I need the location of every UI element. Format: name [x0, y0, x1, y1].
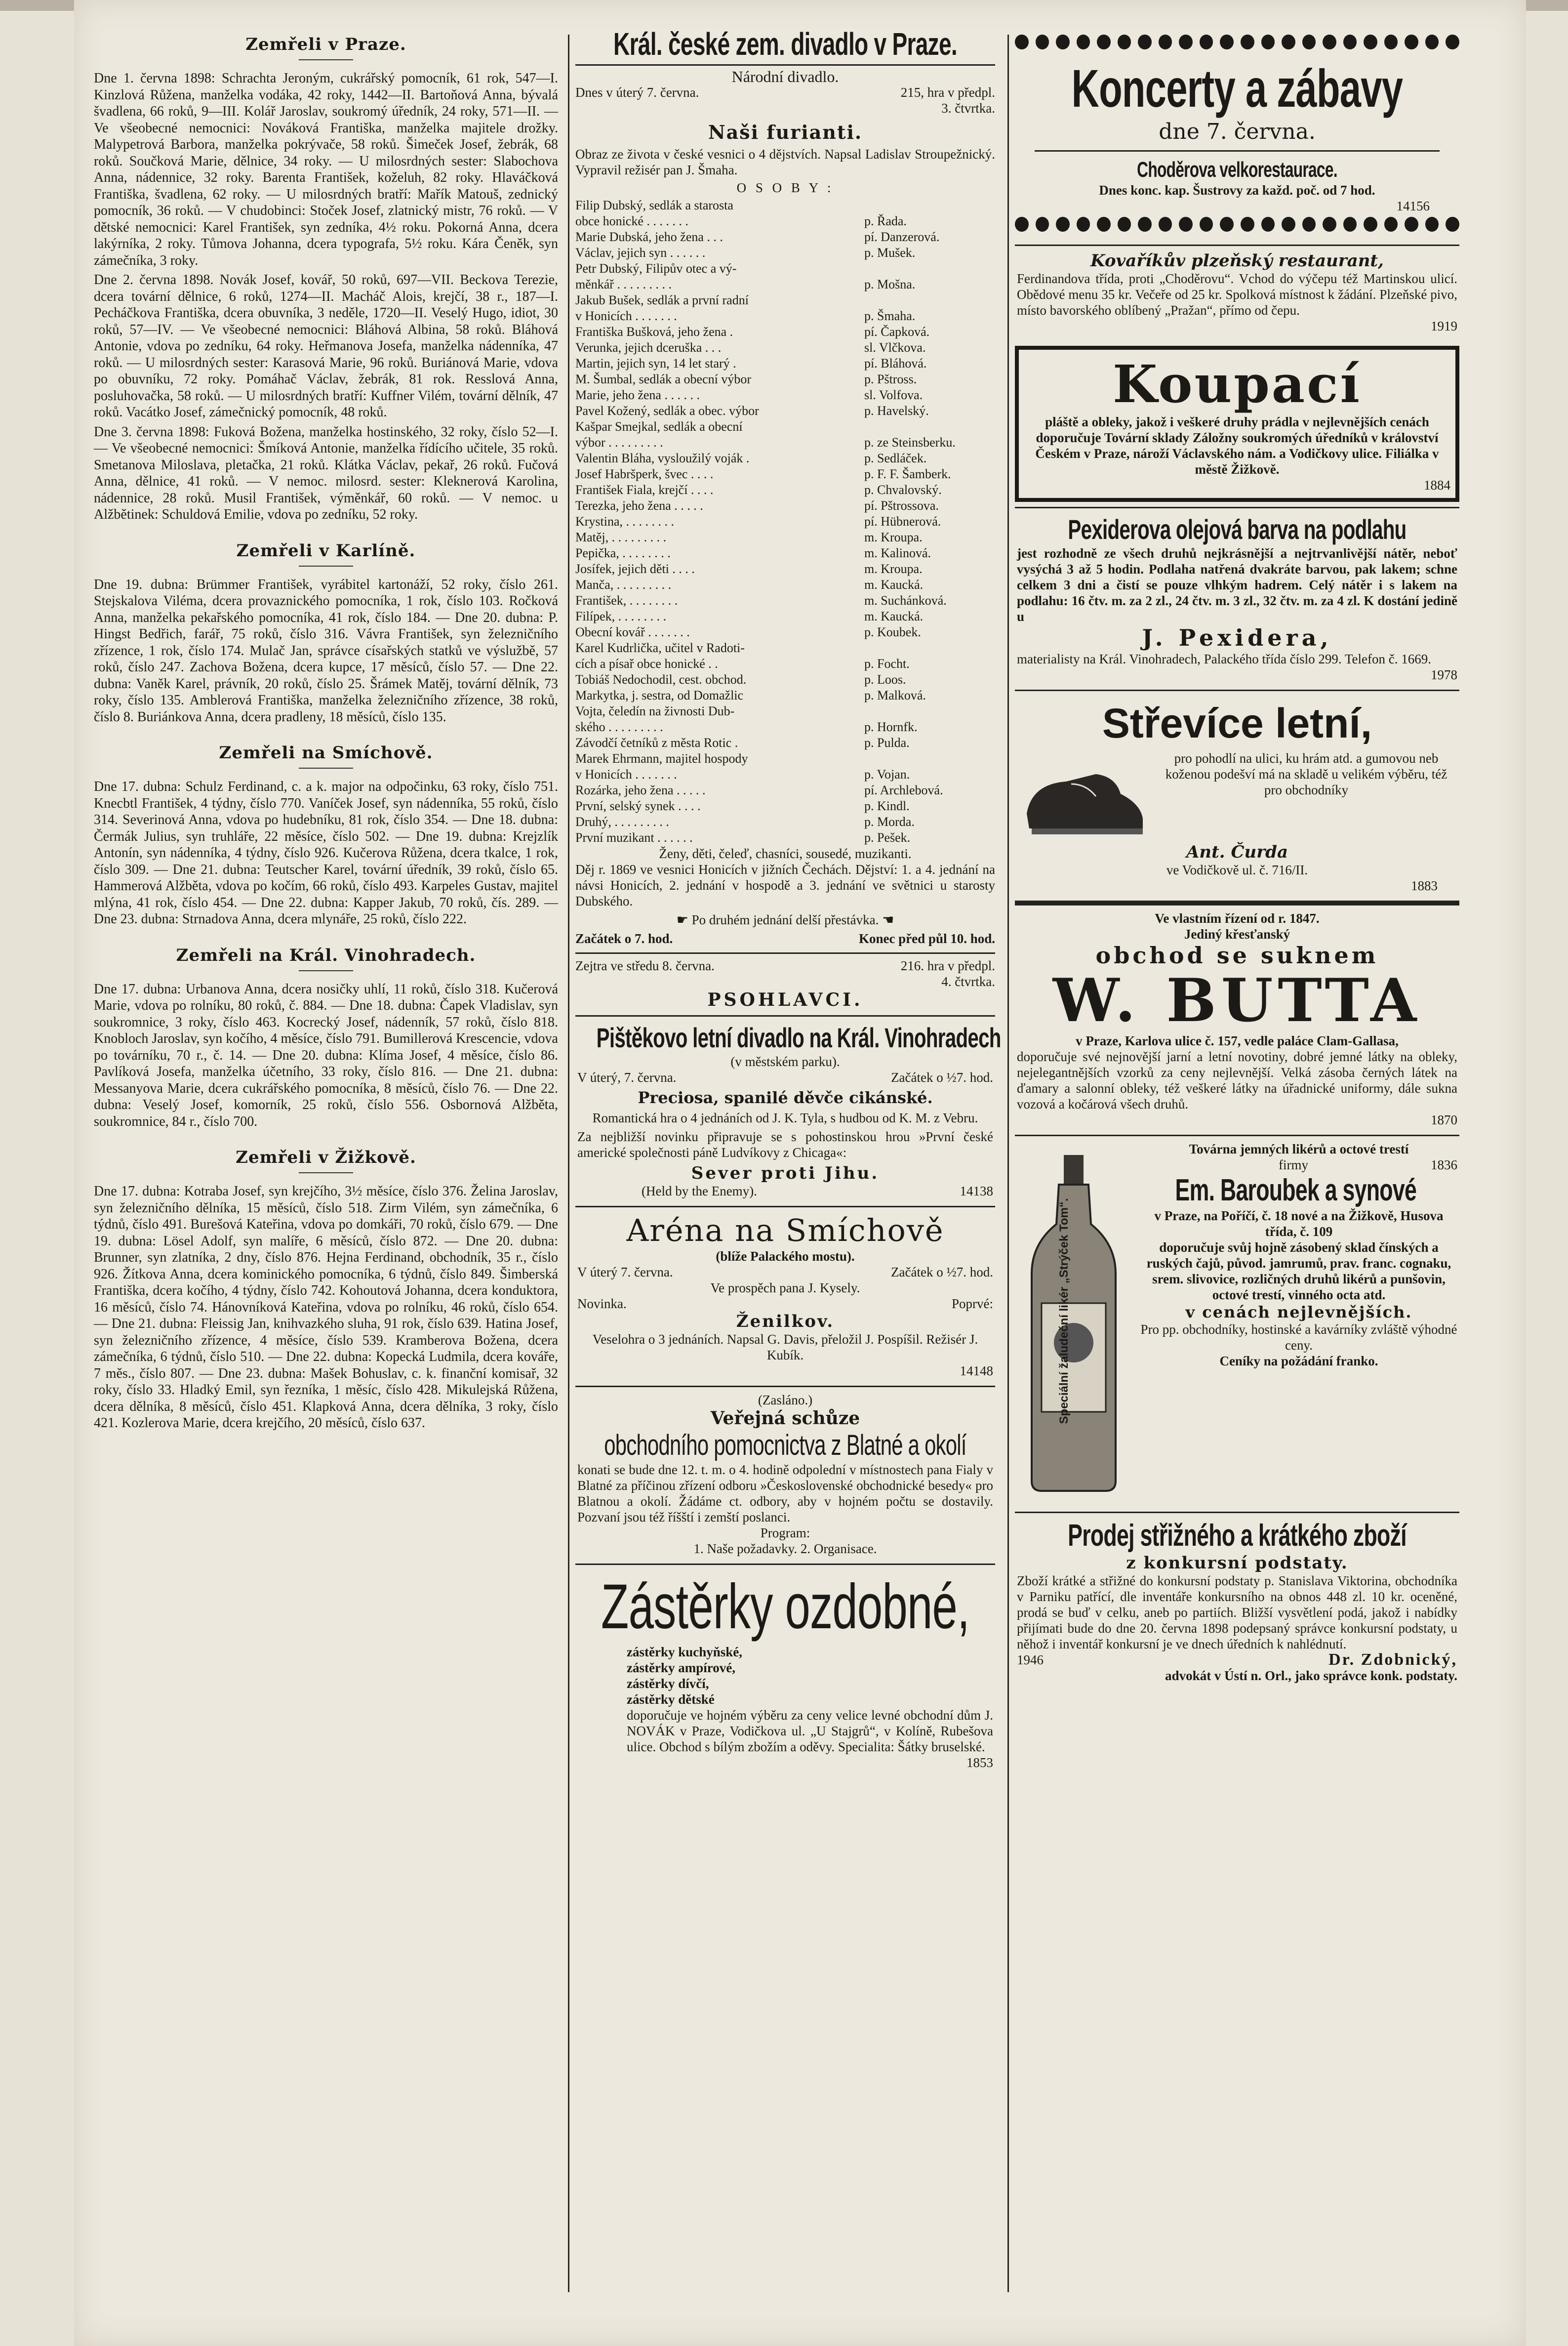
cast-actor: [864, 198, 995, 213]
ad-place: Choděrova velkorestaurace.: [1137, 158, 1337, 182]
cast-row: [575, 719, 995, 735]
apron-line: zástěrky dívčí,: [627, 1676, 709, 1691]
cast-actor: sl. Volfova.: [864, 388, 923, 402]
ad-heading: Kovaříkův plzeňský restaurant,: [1090, 251, 1384, 271]
cast-role: Josífek, jejich děti . . . .: [575, 562, 695, 576]
column-obituaries: [94, 30, 558, 1435]
cast-row: [575, 514, 995, 530]
shoe-illustration: [1022, 754, 1145, 838]
cast-role: První muzikant . . . . . .: [575, 830, 693, 845]
cast-actor: p. Pulda.: [864, 736, 910, 750]
date-right-2: 3. čtvrtka.: [941, 101, 995, 116]
ad-arena-smichov: [575, 1206, 995, 1386]
ad-text: doporučuje své nejnovější jarní a letní novotiny, dobré jemné látky na obleky, nejelegantnějších vzorků za ceny nejlevnější. Velká zásoba černých látek na ďamary a salonní obleky, též veškeré látky na úřadnické uniformy, dále sukna vozová a kočárová všech druhů.: [1017, 1049, 1457, 1111]
cast-actor: m. Kaucká.: [864, 577, 924, 592]
cast-role: měnkář . . . . . . . . .: [575, 277, 672, 291]
ad-list: Ceníky na požádání franko.: [1219, 1354, 1378, 1368]
cast-role: Pavel Kožený, sedlák a obec. výbor: [575, 404, 759, 418]
cast-role: Filip Dubský, sedlák a starosta: [575, 198, 733, 212]
ad-name: J. Pexidera,: [1142, 624, 1332, 651]
cast-row: [575, 292, 995, 308]
section-karlin: [94, 541, 558, 726]
decorative-dot-border: [1015, 217, 1459, 237]
ad-number: 1946: [1017, 1652, 1044, 1667]
cast-role: Tobiáš Nedochodil, cest. obchod.: [575, 672, 747, 687]
cast-actor: p. Kindl.: [864, 799, 910, 813]
cast-heading: O S O B Y :: [736, 180, 834, 195]
setting: Děj r. 1869 ve vesnici Honicích v jižních Čechách. Dějství: 1. a 4. jednání na návsi Honicích, 2. jednání v hospodě a 3. jednání ve světnici u starosty Dubského.: [575, 862, 995, 908]
cast-actor: p. F. F. Šamberk.: [864, 467, 951, 481]
ad-time: Začátek o ½7. hod.: [891, 1265, 993, 1279]
cast-role: v Honicích . . . . . . .: [575, 309, 677, 323]
cast-row: [575, 435, 995, 451]
ad-sign-line: [1017, 1652, 1457, 1668]
cast-row: [575, 656, 995, 672]
tomorrow-line: [575, 958, 995, 974]
cast-row: [575, 830, 995, 846]
ad-number: 1883: [1411, 878, 1438, 893]
cast-role: M. Šumbal, sedlák a obecní výbor: [575, 372, 751, 386]
ad-apron-lines: [577, 1644, 993, 1707]
cast-row: [575, 545, 995, 561]
cast-actor: pí. Danzerová.: [864, 230, 940, 244]
pointing-hand-icon: ☚: [882, 912, 894, 927]
cast-actor: p. Focht.: [864, 657, 910, 671]
section-vinohrady: [94, 946, 558, 1130]
cast-actor: p. Hornfk.: [864, 720, 918, 734]
cast-role: ského . . . . . . . . .: [575, 720, 663, 734]
ad-time: Začátek o ½7. hod.: [891, 1070, 993, 1085]
ad-year: 1836: [1431, 1157, 1457, 1172]
ad-pexidera: [1015, 507, 1459, 690]
cast-role: obce honické . . . . . . .: [575, 214, 688, 228]
ad-number: 1884: [1424, 478, 1450, 493]
ad-text: Zboží krátké a střižné do konkursní podstaty p. Stanislava Viktorina, obchodníka v Parniku patřící, dle inventáře konkursního na obnos 448 zl. 10 kr. oceněné, prodá se buď v celku, aneb po partiích. Bližší vysvětlení podá, jakož i nabídky přijímati bude do dne 20. června 1898 podepsaný správce konkursní podstaty, u něhož i inventář konkursní je ve dnech úředních k nahlédnutí.: [1017, 1573, 1457, 1651]
intermission-text: Po druhém jednání delší přestávka.: [691, 912, 879, 927]
ad-heading: Prodej střižného a krátkého zboží: [1068, 1519, 1407, 1553]
cast-role: Františka Bušková, jeho žena .: [575, 325, 733, 339]
ad-poprve: Poprvé:: [952, 1296, 993, 1311]
cast-role: Vojta, čeledín na živnosti Dub-: [575, 704, 735, 718]
ad-heading: Zástěrky ozdobné,: [601, 1571, 969, 1642]
ad-date-line: [577, 1070, 993, 1085]
ad-note: Pro pp. obchodníky, hostinské a kavárníky zvláště výhodné ceny.: [1140, 1322, 1457, 1353]
ad-text: Ferdinandova třída, proti „Choděrovu“. Vchod do výčepu též Martinskou ulicí. Obědové menu 35 kr. Večeře od 25 kr. Spolková místnost k žádání. Plzeňské pivo, místo bavorského oblíbený „Pražan“, přímo od čepu.: [1017, 271, 1457, 318]
cast-role: Druhý, . . . . . . . . .: [575, 815, 669, 829]
ad-play-english: (Held by the Enemy).: [642, 1184, 757, 1198]
cast-row: [575, 277, 995, 292]
cast-role: Rozárka, jeho žena . . . . .: [575, 783, 706, 797]
ad-firmy: firmy: [1279, 1157, 1308, 1172]
cast-row: [575, 498, 995, 514]
paragraph: Dne 19. dubna: Brümmer František, vyrábitel kartonáží, 52 roky, číslo 261. Stejskalova Viléma, dcera provaznického pomocníka, 1 rok, číslo 103. Ročková Anna, manželka pekařského pomocníka, 41 rok, číslo 184. — Dne 20. dubna: P. Hingst Bedřich, farář, 75 roků, číslo 316. Vávra František, syn železničního zřízence, 1 rok, číslo 174. Mulač Jan, správce císařských statků ve výslužbě, 57 roků, číslo 247. Zachova Božena, dcera kupce, 17 měsíců, číslo 57. — Dne 22. dubna: Vaněk Karel, právník, 20 roků, číslo 25. Šrámek Matěj, tovární dělník, 73 roky, číslo 135. Amblerová Františka, manželka železničního zřízence, 38 roků, číslo 8. Buriánkova Anna, dcera pradleny, 18 měsíců, číslo 135.: [94, 576, 558, 725]
cast-row: [575, 419, 995, 435]
ad-number: 14138: [960, 1184, 993, 1198]
cast-actor: [864, 292, 995, 308]
cast-actor: pí. Hübnerová.: [864, 514, 941, 529]
cast-row: [575, 198, 995, 213]
cast-role: Pepička, . . . . . . . .: [575, 546, 671, 560]
column-theatre: [575, 26, 1001, 1777]
cast-row: [575, 735, 995, 751]
section-zizkov: [94, 1148, 558, 1432]
ad-heading-2: obchodního pomocnictva z Blatné a okolí: [604, 1429, 966, 1461]
ad-title: Preciosa, spanilé děvče cikánské.: [638, 1088, 933, 1107]
ad-date: V úterý 7. června.: [577, 1265, 673, 1279]
ad-number: 1978: [1431, 667, 1457, 682]
ad-date: dne 7. června.: [1159, 119, 1316, 144]
play-title: Naši furianti.: [708, 121, 863, 143]
ad-addr: materialisty na Král. Vinohradech, Palackého třída číslo 299. Telefon č. 1669.: [1017, 652, 1431, 666]
ad-text: pro pohodlí na ulici, ku hrám atd. a gumovou neb koženou podešví má na skladě u velikém výběru, též pro obchodníky: [1165, 751, 1447, 797]
cast-row: [575, 593, 995, 609]
cast-row: [575, 672, 995, 688]
paragraph: Dne 1. června 1898: Schrachta Jeroným, cukrářský pomocník, 61 rok, 547—I. Kinzlová Růžena, manželka vodáka, 42 roky, 1442—II. Bartoňová Anna, bývalá švadlena, 66 roků, 9—III. Kolář Jaroslav, soukromý úředník, 24 roky, 571—II. — Ve všeobecné nemocnici: Nováková Františka, manželka majitele drožky. Malypetrová Barbora, manželka pokrývače, 58 roků. Šimeček Josef, žebrák, 68 roků. Součková Marie, dělnice, 34 roky. — U milosrdných sester: Slabochova Anna, nádennice, 32 roky. Barenta František, koželuh, 82 roky. Hlaváčková Františka, švadlena, 62 roky. — U milosrdných bratří: Mařík Matouš, zednický pomocník, 36 roků. — V chudobinci: Stoček Josef, zlatnický mistr, 76 roků. — V dětské nemocnici: Karel František, syn zedníka, 4½ roku. Pokorná Anna, dcera lakýrníka, 2 roky. Tůmova Johanna, dcera typografa, 5½ roku. Kára Čeněk, syn zámečníka, 3 roky.: [94, 71, 558, 268]
cast-actor: [864, 751, 995, 767]
ad-pistek-theatre: [575, 1015, 1001, 1206]
cast-row: [575, 577, 995, 593]
ad-heading: Koncerty a zábavy: [1071, 58, 1403, 118]
ad-program-items: 1. Naše požadavky. 2. Organisace.: [693, 1541, 877, 1556]
cast-row: [575, 387, 995, 403]
column-rule-1: [568, 35, 569, 2292]
ad-desc: Romantická hra o 4 jednáních od J. K. Tyla, s hudbou od K. M. z Vebru.: [592, 1111, 978, 1125]
times: [575, 931, 995, 947]
cast-row: [575, 466, 995, 482]
ad-date: V úterý, 7. června.: [577, 1070, 677, 1085]
ad-summer-shoes: [1015, 690, 1459, 901]
ad-heading: Veřejná schůze: [710, 1408, 860, 1429]
ad-heading: Střevíce letní,: [1102, 700, 1372, 746]
start-time: Začátek o 7. hod.: [575, 931, 673, 946]
section-praha: [94, 35, 558, 523]
cast-role: Petr Dubský, Filipův otec a vý-: [575, 261, 737, 276]
ad-number: 14156: [1396, 199, 1430, 213]
cast-row: [575, 530, 995, 545]
ad-title: Ženilkov.: [736, 1312, 835, 1331]
cast-actor: pí. Čapková.: [864, 325, 930, 339]
cast-row: [575, 703, 995, 719]
ad-sub: Jediný křesťanský: [1184, 927, 1290, 942]
cast-row: [575, 308, 995, 324]
ad-program: Program:: [760, 1525, 810, 1540]
ad-heading: Aréna na Smíchově: [626, 1212, 944, 1248]
cast-actor: p. Loos.: [864, 672, 906, 687]
section-title: Zemřeli na Král. Vinohradech.: [94, 946, 558, 971]
cast-actor: m. Suchánková.: [864, 593, 947, 608]
cast-row: [575, 340, 995, 356]
section-smichov: [94, 743, 558, 928]
paragraph: Dne 17. dubna: Schulz Ferdinand, c. a k. major na odpočinku, 63 roky, číslo 751. Knecbtl František, 4 týdny, číslo 770. Vaníček Josef, syn nádenníka, 55 roků, číslo 314. Severinová Anna, vdova po hudebníku, 81 rok, číslo 354. — Dne 18. dubna: Čermák Julius, syn truhláře, 22 měsíce, číslo 502. — Dne 19. dubna: Krejzlík Antonín, syn nádenníka, 4 týdny, číslo 926. Kučerova Růžena, dcera tkalce, 1 rok, číslo 309. — Dne 21. dubna: Teutscher Karel, tovární úředník, 39 roků, číslo 65. Hammerová Alžběta, vdova po kočím, 66 roků, číslo 493. Karpeles Gustav, majitel mlýna, 41 rok, číslo 454. — Dne 22. dubna: Kapper Jakub, 70 roků, čís. 289. — Dne 23. dubna: Strnadova Anna, dcera mlynáře, 25 roků, číslo 222.: [94, 779, 558, 927]
cast-row: [575, 609, 995, 624]
ad-text: Dnes konc. kap. Šustrovy za každ. poč. od 7 hod.: [1099, 183, 1375, 198]
cast-list: [575, 198, 995, 846]
cast-role: Závodčí četníků z města Rotic .: [575, 736, 738, 750]
ad-addr: v Praze, Karlova ulice č. 157, vedle paláce Clam-Gallasa,: [1076, 1033, 1399, 1048]
cast-actor: p. Malková.: [864, 688, 926, 702]
apron-line: zástěrky ampírové,: [627, 1660, 735, 1675]
ad-name: Dr. Zdobnický,: [1328, 1650, 1457, 1669]
section-title: Zemřeli v Praze.: [94, 35, 558, 60]
ad-desc: Veselohra o 3 jednáních. Napsal G. Davis, přeložil J. Pospíšil. Režisér J. Kubík.: [592, 1332, 978, 1362]
cast-actor: [864, 703, 995, 719]
cast-role: výbor . . . . . . . . .: [575, 435, 663, 450]
cast-row: [575, 561, 995, 577]
ad-kovarik-restaurant: [1015, 245, 1459, 341]
cast-role: Marek Ehrmann, majitel hospody: [575, 751, 748, 766]
cast-actor: p. Pštross.: [864, 372, 917, 386]
cast-role: Markytka, j. sestra, od Domažlic: [575, 688, 744, 702]
ad-baroubek: [1015, 1135, 1459, 1512]
cast-actor: p. Mošna.: [864, 277, 916, 291]
ad-name: Ant. Čurda: [1186, 842, 1288, 862]
cast-role: Martin, jejich syn, 14 let starý .: [575, 356, 736, 370]
cast-row: [575, 798, 995, 814]
cast-role: Terezka, jeho žena . . . . .: [575, 498, 703, 513]
cast-row: [575, 356, 995, 371]
ad-text: Za nejbližší novinku připravuje se s pohostinskou hrou »První české americké společnosti páně Ludvíkovy z Chicaga«:: [577, 1129, 993, 1160]
cast-actor: m. Kroupa.: [864, 530, 923, 544]
cast-role: František, . . . . . . . .: [575, 593, 678, 608]
cast-row: [575, 371, 995, 387]
cast-row: [575, 688, 995, 703]
ad-sub: z konkursní podstaty.: [1126, 1553, 1348, 1573]
tomorrow-right-2: 4. čtvrtka.: [941, 974, 995, 989]
cast-row: [575, 213, 995, 229]
ad-benefit: Ve prospěch pana J. Kysely.: [710, 1280, 860, 1295]
cast-actor: [864, 419, 995, 435]
cast-role: cích a písař obce honické . .: [575, 657, 718, 671]
cast-role: Valentin Bláha, vysloužilý voják .: [575, 451, 750, 465]
ad-aprons: [575, 1564, 995, 1777]
theatre-subtitle: Národní divadlo.: [731, 68, 839, 85]
cast-role: Manča, . . . . . . . . .: [575, 577, 672, 592]
paragraph: Dne 3. června 1898: Fuková Božena, manželka hostinského, 32 roky, číslo 52—I. — Ve všeobecné nemocnici: Šmíková Antonie, manželka řídícího učitele, 35 roků. Smetanova Miloslava, pletačka, 21 roků. Klátka Václav, pekař, 26 roků. Fučová Anna, dělnice, 41 roků. — V nemoc. milosrd. sester: Kleknerová Karolina, nádennice, 28 roků. Musil František, výměnkář, 60 roků. — V nemoc. u Alžbětinek: Schuldová Emilie, vdova po zedníku, 52 roky.: [94, 424, 558, 522]
ad-butta: [1015, 901, 1459, 1135]
column-rule-2: [1007, 35, 1009, 2292]
cast-row: [575, 640, 995, 656]
pointing-hand-icon: ☛: [676, 912, 688, 927]
cast-role: Verunka, jejich dceruška . . .: [575, 340, 722, 355]
ad-public-meeting: [575, 1386, 995, 1564]
ad-addr: v Praze, na Poříčí, č. 18 nové a na Žižkově, Husova třída, č. 109: [1154, 1208, 1444, 1239]
cast-actor: p. Morda.: [864, 815, 915, 829]
cast-role: První, selský synek . . . .: [575, 799, 701, 813]
cast-row: [575, 245, 995, 261]
intermission: [575, 912, 995, 928]
apron-line: zástěrky kuchyňské,: [627, 1645, 743, 1659]
ad-text: jest rozhodně ze všech druhů nejkrásnější a nejtrvanlivější nátěr, neboť vysýchá 3 až 5 hodin. Podlaha natřená dvakráte barvou, pak lakem; schne celkem 3 dni a čistí se pouze vlhkým hadrem. Celý nátěr i s lakem na podlahu: 16 čtv. m. za 2 zl., 24 čtv. m. 3 zl., 32 čtv. m. za 4 zl. K dostání jedině u: [1017, 546, 1457, 624]
paragraph: Dne 17. dubna: Kotraba Josef, syn krejčího, 3½ měsíce, číslo 376. Želina Jaroslav, syn železničního dělníka, 15 měsíců, číslo 518. Zirm Vilém, syn zámečníka, 6 týdnů, číslo 491. Burešová Kateřina, vdova po domkáři, 70 roků, číslo 679. — Dne 19. dubna: Lösel Adolf, syn malíře, 6 měsíců, číslo 872. — Dne 20. dubna: Brunner, syn zlatníka, 2 dny, číslo 876. Hejna Ferdinand, obchodník, 35 r., číslo 926. Žítkova Anna, dcera kominického pomocníka, 6 týdnů, číslo 849. Šimberská Františka, dcera kočího, 4 týdny, číslo 742. Kohoutová Johanna, dcera konduktora, 16 měsíců, číslo 74. Hánovníková Kateřina, vdova po rolníku, 46 roků, číslo 654. — Dne 21. dubna: Fleissig Jan, knihvazkého sluha, 91 rok, číslo 639. Hatina Josef, syn železničního zřízence, 4 měsíce, číslo 539. Kramberova Božena, dcera zámečníka, 6 týdnů, číslo 510. — Dne 22. dubna: Kopecká Ludmila, dcera kováře, 7 měs., číslo 807. — Dne 23. dubna: Mašek Bohuslav, c. k. finanční komisař, 32 roky, číslo 33. Hladký Emil, syn řezníka, 1 měsíc, číslo 428. Mikulejská Růžena, dcera dělníka, 8 měsíců, číslo 451. Klapková Anna, dcera dělníka, 3 roky, číslo 421. Kozlerova Marie, dcera krejčího, 20 měsíců, číslo 637.: [94, 1184, 558, 1431]
ad-text: pláště a obleky, jakož i veškeré druhy prádla v nejlevnějších cenách doporučuje Tovární sklady Záložny soukromých úředníků v království Českém v Praze, nároží Václavského nám. a Vodičkovy ulice. Filiálka v městě Žižkově.: [1035, 414, 1439, 477]
ad-number: 1853: [966, 1755, 993, 1770]
ad-novinka-line: [577, 1296, 993, 1312]
cast-actor: m. Kroupa.: [864, 562, 923, 576]
ad-top: Továrna jemných likérů a octové trestí: [1189, 1142, 1409, 1156]
cast-row: [575, 751, 995, 767]
ad-subtitle: (blíže Palackého mostu).: [716, 1249, 855, 1264]
paragraph: Dne 17. dubna: Urbanova Anna, dcera nosičky uhlí, 11 roků, číslo 318. Kučerová Marie, vdova po rolníku, 80 roků, č. 884. — Dne 18. dubna: Čapek Vladislav, syn soukromnice, 3 roky, číslo 463. Kocrecký Josef, nádenník, 57 roků, číslo 818. Knobloch Jaroslav, syn kočího, 4 měsíce, číslo 791. Bumillerová Krescencie, vdova po továrníku, 70 r., č. 14. — Dne 20. dubna: Klíma Josef, 4 měsíce, číslo 86. Pavlíková Josefa, manželka účetního, 33 roky, číslo 816. — Dne 21. dubna: Messanyova Marie, dcera cukrářského pomocníka, 8 měsíců, číslo 76. — Dne 22. dubna: Veselý Josef, komorník, 25 roků, číslo 556. Osbornová Alžběta, soukromnice, 84 r., číslo 700.: [94, 981, 558, 1129]
ad-text: doporučuje ve hojném výběru za ceny velice levné obchodní dům J. NOVÁK v Praze, Vodičkova ul. „U Stajgrů“, v Kolíně, Rubešova ulice. Obchod s bílým zbožím a oděvy. Specialita: Šátky bruselské.: [627, 1708, 993, 1754]
cast-role: Jakub Bušek, sedlák a první radní: [575, 293, 749, 307]
tomorrow-left: Zejtra ve středu 8. června.: [575, 958, 715, 973]
cast-actor: pí. Archlebová.: [864, 783, 943, 797]
divider: [575, 64, 995, 66]
tomorrow-right: 216. hra v předpl.: [900, 958, 995, 973]
date-left: Dnes v úterý 7. června.: [575, 85, 699, 100]
cast-row: [575, 403, 995, 419]
cast-actor: pí. Bláhová.: [864, 356, 927, 370]
date-right: 215, hra v předpl.: [900, 85, 995, 100]
ad-bathing: [1015, 346, 1459, 502]
cast-row: [575, 324, 995, 340]
cast-actor: p. Sedláček.: [864, 451, 927, 465]
ad-heading: Koupací: [1112, 354, 1362, 414]
divider: [575, 952, 995, 954]
cast-actor: [864, 640, 995, 656]
cast-role: Krystina, . . . . . . . .: [575, 514, 675, 529]
theatre-heading: Král. české zem. divadlo v Praze.: [613, 26, 957, 62]
ad-name: W. BUTTA: [1052, 966, 1422, 1035]
ad-novinka: Novinka.: [577, 1296, 627, 1311]
cast-actor: m. Kalinová.: [864, 546, 931, 560]
cast-role: Josef Habršperk, švec . . . .: [575, 467, 714, 481]
cast-actor: pí. Pštrossova.: [864, 498, 939, 513]
ad-name: Em. Baroubek a synové: [1175, 1173, 1417, 1207]
ad-play-sub: [577, 1183, 993, 1199]
decorative-dot-border: [1015, 35, 1459, 54]
cast-role: Marie Dubská, jeho žena . . .: [575, 230, 723, 244]
column-ads: [1015, 30, 1459, 1690]
cast-row: [575, 451, 995, 466]
ad-top: Ve vlastním řízení od r. 1847.: [1155, 911, 1320, 926]
cast-role: Matěj, . . . . . . . . .: [575, 530, 667, 544]
ad-heading: Pexiderova olejová barva na podlahu: [1068, 514, 1407, 545]
date-line: [575, 84, 995, 100]
section-title: Zemřeli na Smíchově.: [94, 743, 558, 769]
ad-date-line: [577, 1264, 993, 1280]
cast-actor: p. Řada.: [864, 214, 907, 228]
cast-role: Karel Kudrlička, učitel v Radoti-: [575, 641, 745, 655]
ad-concerts: [1015, 30, 1459, 245]
cast-row: [575, 782, 995, 798]
cast-role: František Fiala, krejčí . . . .: [575, 483, 714, 497]
paragraph: Dne 2. června 1898. Novák Josef, kovář, 50 roků, 697—VII. Beckova Terezie, dcera tovární dělnice, 6 roků, 1274—II. Macháč Alois, krejčí, 38 r., 187—I. Pecháčkova Františka, dcera obuvníka, 3 neděle, 1720—II. Veselý Hugo, idiot, 30 roků, 57—IV. — Ve všeobecné nemocnici: Bláhová Albina, 58 roků. Bláhová Antonie, vdova po zedníku, 64 roky. Heřmanova Josefa, manželka nádenníka, 47 roků. — U milosrdných sester: Karasová Marie, 96 roků. Buriánová Marie, vdova po obuvníku, 72 roky. Pomáhač Václav, žebrák, 81 rok. Resslová Anna, posluhovačka, 58 roků. — U milosrdných bratří: Kuffner Vilém, tovární dělník, 47 roků. Vacátko Josef, zámečnický pomocník, 48 roků.: [94, 272, 558, 420]
cast-actor: p. Pešek.: [864, 830, 911, 845]
cast-actor: sl. Vlčkova.: [864, 340, 926, 355]
cast-row: [575, 482, 995, 498]
cast-role: Obecní kovář . . . . . . .: [575, 625, 690, 639]
divider: [1035, 150, 1440, 152]
extras: Ženy, děti, čeleď, chasníci, sousedé, muzikanti.: [659, 846, 912, 861]
cast-row: [575, 767, 995, 782]
apron-line: zástěrky dětské: [627, 1692, 715, 1707]
ad-number: 1870: [1431, 1112, 1457, 1127]
ad-firm-line: [1140, 1157, 1457, 1173]
play-description: Obraz ze života v české vesnici o 4 dějstvích. Napsal Ladislav Stroupežnický. Vypravil režisér pan J. Šmaha.: [575, 147, 995, 177]
ad-text: doporučuje svůj hojně zásobený sklad čínských a ruských čajů, původ. jamrumů, prav. franc. cognaku, srem. slivovice, rozličných druhů likérů a punšovin, octové trestí, vinného octa atd.: [1146, 1240, 1451, 1302]
cast-role: Kašpar Smejkal, sedlák a obecní: [575, 419, 743, 434]
ad-bankrupt-sale: [1015, 1512, 1459, 1690]
cast-actor: m. Kaucká.: [864, 609, 924, 623]
cast-row: [575, 261, 995, 277]
ad-addr: ve Vodičkově ul. č. 716/II.: [1166, 863, 1308, 877]
cast-actor: p. Šmaha.: [864, 309, 916, 323]
cast-actor: p. Vojan.: [864, 767, 910, 782]
cast-row: [575, 624, 995, 640]
cast-actor: p. Mušek.: [864, 246, 916, 260]
end-time: Konec před půl 10. hod.: [858, 931, 995, 946]
cast-role: Václav, jejich syn . . . . . .: [575, 246, 706, 260]
ad-zaslano: (Zasláno.): [758, 1393, 813, 1407]
ad-number: 1919: [1431, 319, 1457, 333]
cast-role: v Honicích . . . . . . .: [575, 767, 677, 782]
section-title: Zemřeli v Žižkově.: [94, 1148, 558, 1173]
cast-actor: p. Chvalovský.: [864, 483, 942, 497]
ad-shop: obchod se suknem: [1095, 942, 1379, 969]
ad-heading: Pištěkovo letní divadlo na Král. Vinohradech: [596, 1022, 1001, 1053]
ad-text: konati se bude dne 12. t. m. o 4. hodině odpolední v místnostech pana Fialy v Blatné za příčinou zřízení odboru »Československé obchodnické besedy« pro Blatnou a okolí. Žádáme ct. odbory, aby v hojném počtu se dostavily. Pozvaní jsou též říšští i zemští poslanci.: [577, 1462, 993, 1524]
ad-play: Sever proti Jihu.: [691, 1163, 880, 1183]
ad-prices: v cenách nejlevnějších.: [1185, 1303, 1412, 1321]
cast-role: Filípek, . . . . . . . .: [575, 609, 667, 623]
cast-actor: p. Havelský.: [864, 404, 929, 418]
cast-row: [575, 814, 995, 830]
cast-actor: p. ze Steinsberku.: [864, 435, 956, 450]
cast-role: Marie, jeho žena . . . . . .: [575, 388, 700, 402]
cast-actor: p. Koubek.: [864, 625, 921, 639]
ad-role: advokát v Ústí n. Orl., jako správce konk. podstaty.: [1165, 1668, 1457, 1683]
psohlavci: PSOHLAVCI.: [707, 989, 863, 1010]
cast-actor: [864, 261, 995, 277]
ad-number: 14148: [960, 1363, 993, 1378]
ad-subtitle: (v městském parku).: [730, 1054, 840, 1069]
cast-row: [575, 229, 995, 245]
section-title: Zemřeli v Karlíně.: [94, 541, 558, 567]
bottle-side-label: Speciální žaludeční likér „Strýček Tom“.: [1057, 1198, 1071, 1424]
